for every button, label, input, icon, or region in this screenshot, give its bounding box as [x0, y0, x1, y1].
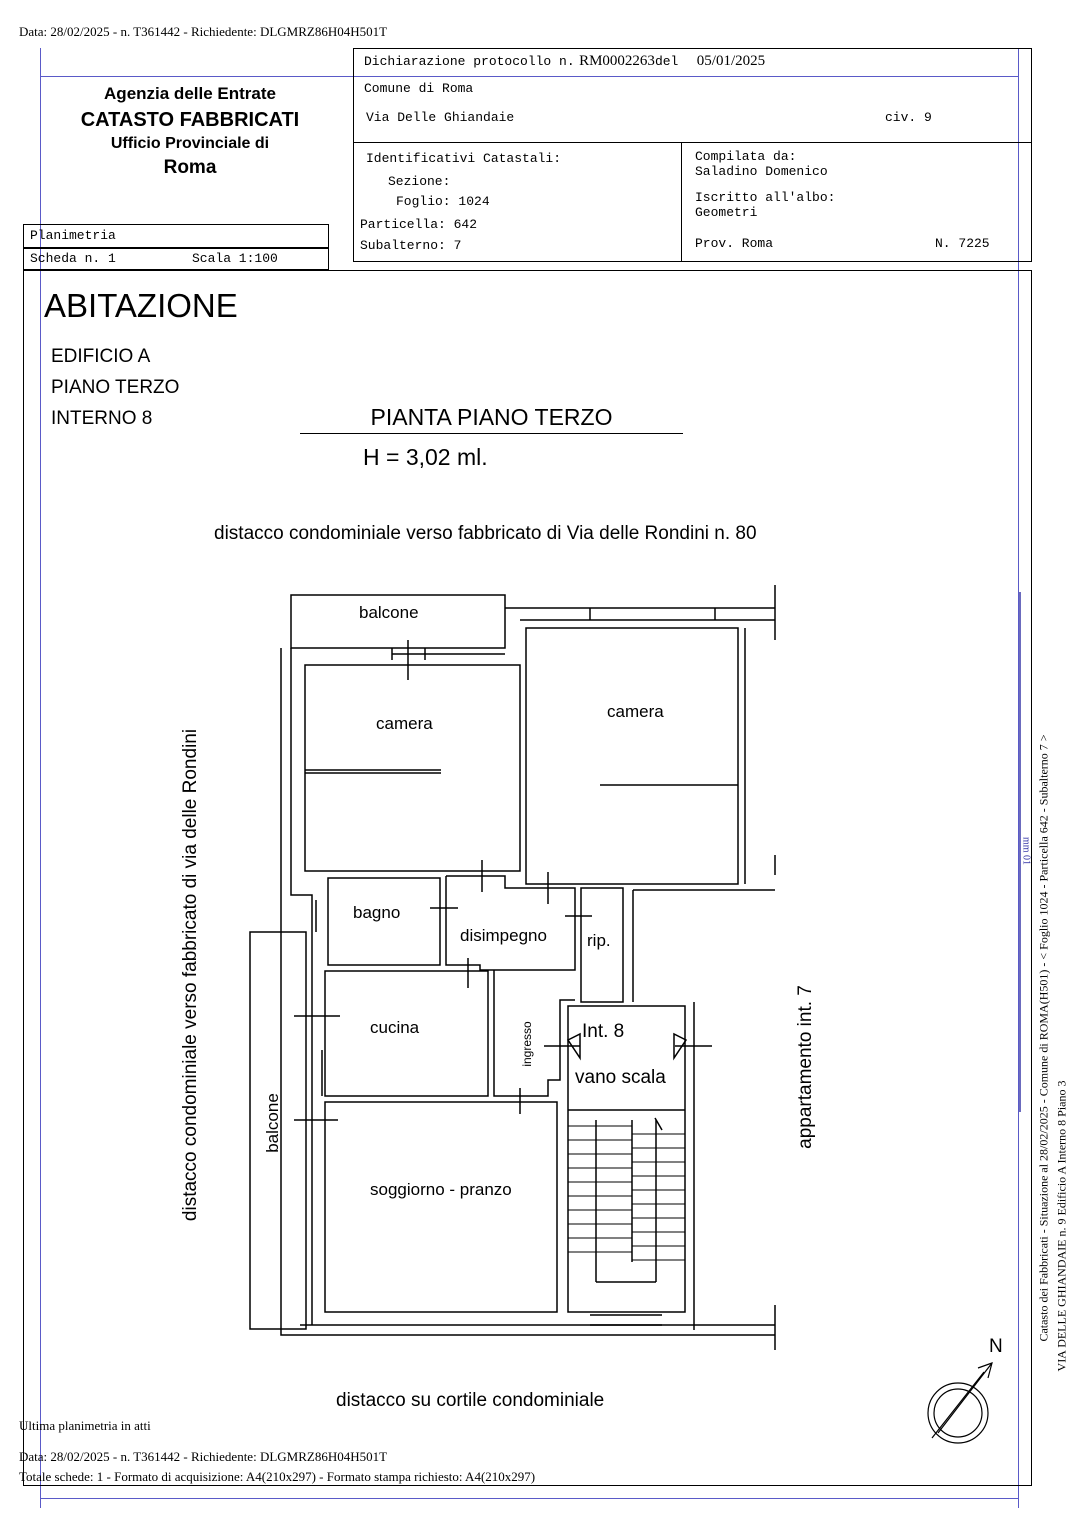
- room-camera-left: camera: [376, 714, 433, 733]
- header-request-line: Data: 28/02/2025 - n. T361442 - Richiedente: DLGMRZ86H04H501T: [19, 24, 388, 39]
- agency-city: Roma: [163, 157, 217, 178]
- label-right-appartamento: appartamento int. 7: [795, 985, 816, 1149]
- agency-name: Agenzia delle Entrate: [104, 84, 276, 103]
- subalterno-label: Subalterno: 7: [360, 238, 462, 253]
- scheda-label: Scheda n. 1: [30, 251, 116, 266]
- side-small-mark: mm 01: [1020, 836, 1032, 866]
- declaration-prefix: Dichiarazione protocollo n.: [364, 54, 575, 69]
- prov-label: Prov. Roma: [695, 236, 774, 251]
- room-ingresso: ingresso: [520, 1021, 534, 1067]
- iscritto-label: Iscritto all'albo:: [695, 190, 836, 205]
- foglio-label: Foglio: 1024: [396, 194, 490, 209]
- soggiorno-outline: [325, 1102, 557, 1312]
- scala-label: Scala 1:100: [192, 251, 278, 266]
- north-label: N: [989, 1336, 1003, 1357]
- room-balcone-top: balcone: [359, 603, 419, 622]
- room-bagno: bagno: [353, 903, 401, 922]
- footer-totale: Totale schede: 1 - Formato di acquisizione: A4(210x297) - Formato stampa richiesto: A4(210x297): [19, 1469, 536, 1484]
- room-disimpegno: disimpegno: [460, 926, 547, 945]
- compilata-label: Compilata da:: [695, 149, 797, 164]
- room-camera-right: camera: [607, 702, 664, 721]
- agency-office: Ufficio Provinciale di: [110, 135, 270, 152]
- room-int8: Int. 8: [582, 1021, 625, 1042]
- compilata-name: Saladino Domenico: [695, 164, 828, 179]
- north-arrow-icon: [928, 1363, 992, 1443]
- room-balcone-left: balcone: [263, 1093, 282, 1153]
- label-top-distacco: distacco condominiale verso fabbricato di Via delle Rondini n. 80: [214, 523, 757, 544]
- room-vano-scala: vano scala: [575, 1067, 666, 1088]
- plan-height: H = 3,02 ml.: [363, 444, 488, 470]
- comune-label: Comune di Roma: [364, 81, 474, 96]
- unit-interno: INTERNO 8: [51, 408, 153, 429]
- identificativi-title: Identificativi Catastali:: [366, 151, 562, 166]
- room-soggiorno: soggiorno - pranzo: [370, 1180, 512, 1199]
- via-label: Via Delle Ghiandaie: [366, 110, 515, 125]
- label-bottom-distacco: distacco su cortile condominiale: [336, 1390, 605, 1411]
- civ-label: civ. 9: [885, 110, 932, 125]
- declaration-date: 05/01/2025: [696, 53, 766, 69]
- room-rip: rip.: [587, 931, 611, 950]
- particella-label: Particella: 642: [360, 217, 478, 232]
- vano-scala-outline: [568, 1006, 685, 1312]
- camera-right-outline: [526, 628, 738, 884]
- side-note-catasto: Catasto dei Fabbricati - Situazione al 28/02/2025 - Comune di ROMA(H501) - < Foglio 1024 - Particella 642 - Subalterno 7 >: [1036, 734, 1051, 1342]
- unit-edificio: EDIFICIO A: [51, 346, 151, 367]
- albo-value: Geometri: [695, 205, 758, 220]
- camera-left-outline: [305, 665, 520, 871]
- plan-title: PIANTA PIANO TERZO: [370, 404, 613, 430]
- agency-dept: CATASTO FABBRICATI: [80, 109, 300, 131]
- label-left-distacco: distacco condominiale verso fabbricato di via delle Rondini: [180, 728, 201, 1222]
- sezione-label: Sezione:: [388, 174, 451, 189]
- albo-number: N. 7225: [935, 236, 990, 251]
- planimetria-label: Planimetria: [30, 228, 116, 243]
- side-note-address: VIA DELLE GHIANDAIE n. 9 Edificio A Interno 8 Piano 3: [1054, 1080, 1069, 1372]
- protocol-number: RM0002263: [579, 53, 655, 69]
- footer-ultima: Ultima planimetria in atti: [19, 1418, 151, 1433]
- declaration-del: del: [654, 54, 679, 69]
- footer-data: Data: 28/02/2025 - n. T361442 - Richiedente: DLGMRZ86H04H501T: [19, 1449, 388, 1464]
- room-cucina: cucina: [370, 1018, 420, 1037]
- unit-piano: PIANO TERZO: [51, 377, 180, 398]
- unit-type: ABITAZIONE: [44, 287, 238, 324]
